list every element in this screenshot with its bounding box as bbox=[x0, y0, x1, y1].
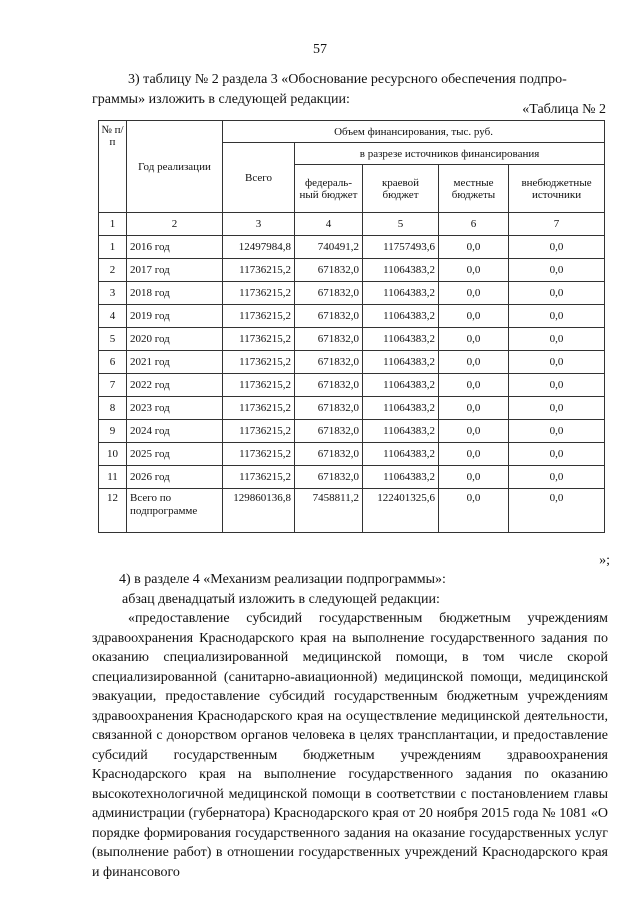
row-federal: 671832,0 bbox=[295, 282, 363, 305]
intro-line-2: граммы» изложить в следующей редакции: bbox=[92, 92, 350, 107]
row-local: 0,0 bbox=[439, 259, 509, 282]
section-4-paragraph: «предоставление субсидий государственным бюджетным учреждениям здравоохранения Краснодарского края на выполнение государственного задания по оказанию специализированной медицинской помощи, в том числе скорой специализированной (санитарно-авиационной) медицинской помощи, медицинской эвакуации, предоставление субсидий государственным бюджетным учреждениям здравоохранения Краснодарского края на осуществление медицинской деятельности, связанной с донорством органов человека в целях трансплантации, и предоставление субсидий государственным бюджетным учреждениям здравоохранения Краснодарского края на выполнение государственного задания по оказанию высокотехнологичной медицинской помощи в соответствии с постановлением главы администрации (губернатора) Краснодарского края от 20 ноября 2015 года № 1081 «О порядке формирования государственного задания на оказание государственных услуг (выполнение работ) в отношении государственных учреждений Краснодарского края и финансового bbox=[92, 611, 608, 880]
row-federal: 671832,0 bbox=[295, 305, 363, 328]
row-federal: 671832,0 bbox=[295, 420, 363, 443]
row-total: 11736215,2 bbox=[223, 328, 295, 351]
header-federal: федераль-ный бюджет bbox=[295, 165, 363, 213]
header-volume: Объем финансирования, тыс. руб. bbox=[223, 121, 605, 143]
col-number: 3 bbox=[223, 213, 295, 236]
row-total: 11736215,2 bbox=[223, 466, 295, 489]
row-year: 2026 год bbox=[127, 466, 223, 489]
row-extra: 0,0 bbox=[509, 236, 605, 259]
row-extra: 0,0 bbox=[509, 443, 605, 466]
row-extra: 0,0 bbox=[509, 374, 605, 397]
table-tag: «Таблица № 2 bbox=[522, 102, 606, 117]
row-year: Всего по подпрограмме bbox=[127, 489, 223, 533]
row-local: 0,0 bbox=[439, 236, 509, 259]
row-local: 0,0 bbox=[439, 443, 509, 466]
header-total: Всего bbox=[223, 143, 295, 213]
row-regional: 11064383,2 bbox=[363, 328, 439, 351]
row-year: 2025 год bbox=[127, 443, 223, 466]
header-num: № п/п bbox=[99, 121, 127, 213]
row-extra: 0,0 bbox=[509, 420, 605, 443]
row-number: 1 bbox=[99, 236, 127, 259]
row-regional: 11064383,2 bbox=[363, 351, 439, 374]
row-extra: 0,0 bbox=[509, 466, 605, 489]
row-number: 4 bbox=[99, 305, 127, 328]
table-row bbox=[99, 328, 605, 351]
table-row bbox=[99, 351, 605, 374]
row-year: 2017 год bbox=[127, 259, 223, 282]
row-local: 0,0 bbox=[439, 351, 509, 374]
col-number: 1 bbox=[99, 213, 127, 236]
row-federal: 671832,0 bbox=[295, 351, 363, 374]
row-year: 2020 год bbox=[127, 328, 223, 351]
table-row bbox=[99, 443, 605, 466]
table-row bbox=[99, 259, 605, 282]
header-local: местные бюджеты bbox=[439, 165, 509, 213]
col-number: 4 bbox=[295, 213, 363, 236]
row-extra: 0,0 bbox=[509, 489, 605, 533]
row-regional: 11064383,2 bbox=[363, 397, 439, 420]
row-local: 0,0 bbox=[439, 420, 509, 443]
table-row bbox=[99, 466, 605, 489]
header-year: Год реализации bbox=[127, 121, 223, 213]
row-federal: 671832,0 bbox=[295, 466, 363, 489]
row-total: 11736215,2 bbox=[223, 305, 295, 328]
row-total: 129860136,8 bbox=[223, 489, 295, 533]
row-extra: 0,0 bbox=[509, 305, 605, 328]
row-regional: 11064383,2 bbox=[363, 305, 439, 328]
page-number: 57 bbox=[313, 42, 327, 57]
row-year: 2022 год bbox=[127, 374, 223, 397]
row-number: 10 bbox=[99, 443, 127, 466]
row-regional: 11064383,2 bbox=[363, 420, 439, 443]
row-total: 12497984,8 bbox=[223, 236, 295, 259]
financing-table bbox=[98, 120, 605, 533]
row-regional: 11757493,6 bbox=[363, 236, 439, 259]
row-regional: 11064383,2 bbox=[363, 259, 439, 282]
section-4-line-1: 4) в разделе 4 «Механизм реализации подпрограммы»: bbox=[119, 572, 446, 587]
section-4 bbox=[92, 570, 608, 882]
column-number-row bbox=[99, 213, 605, 236]
row-local: 0,0 bbox=[439, 466, 509, 489]
row-year: 2018 год bbox=[127, 282, 223, 305]
row-regional: 11064383,2 bbox=[363, 374, 439, 397]
col-number: 6 bbox=[439, 213, 509, 236]
table-row bbox=[99, 420, 605, 443]
row-local: 0,0 bbox=[439, 305, 509, 328]
table-row bbox=[99, 489, 605, 533]
row-year: 2019 год bbox=[127, 305, 223, 328]
row-number: 11 bbox=[99, 466, 127, 489]
row-number: 12 bbox=[99, 489, 127, 533]
row-total: 11736215,2 bbox=[223, 374, 295, 397]
row-number: 3 bbox=[99, 282, 127, 305]
table-row bbox=[99, 305, 605, 328]
row-federal: 7458811,2 bbox=[295, 489, 363, 533]
row-number: 6 bbox=[99, 351, 127, 374]
end-mark: »; bbox=[599, 553, 610, 568]
row-number: 8 bbox=[99, 397, 127, 420]
row-number: 9 bbox=[99, 420, 127, 443]
row-extra: 0,0 bbox=[509, 282, 605, 305]
intro-line-1: 3) таблицу № 2 раздела 3 «Обоснование ресурсного обеспечения подпро- bbox=[128, 72, 567, 87]
row-extra: 0,0 bbox=[509, 397, 605, 420]
row-regional: 11064383,2 bbox=[363, 466, 439, 489]
row-total: 11736215,2 bbox=[223, 282, 295, 305]
row-total: 11736215,2 bbox=[223, 351, 295, 374]
row-number: 2 bbox=[99, 259, 127, 282]
table-row bbox=[99, 397, 605, 420]
row-total: 11736215,2 bbox=[223, 397, 295, 420]
row-local: 0,0 bbox=[439, 282, 509, 305]
col-number: 5 bbox=[363, 213, 439, 236]
row-total: 11736215,2 bbox=[223, 420, 295, 443]
row-federal: 671832,0 bbox=[295, 259, 363, 282]
row-number: 5 bbox=[99, 328, 127, 351]
row-federal: 671832,0 bbox=[295, 328, 363, 351]
table-row bbox=[99, 282, 605, 305]
row-local: 0,0 bbox=[439, 328, 509, 351]
row-extra: 0,0 bbox=[509, 259, 605, 282]
header-extra: внебюджетные источники bbox=[509, 165, 605, 213]
row-total: 11736215,2 bbox=[223, 443, 295, 466]
row-extra: 0,0 bbox=[509, 328, 605, 351]
row-local: 0,0 bbox=[439, 374, 509, 397]
row-total: 11736215,2 bbox=[223, 259, 295, 282]
row-regional: 11064383,2 bbox=[363, 443, 439, 466]
row-regional: 11064383,2 bbox=[363, 282, 439, 305]
row-federal: 740491,2 bbox=[295, 236, 363, 259]
row-extra: 0,0 bbox=[509, 351, 605, 374]
row-number: 7 bbox=[99, 374, 127, 397]
row-year: 2023 год bbox=[127, 397, 223, 420]
row-regional: 122401325,6 bbox=[363, 489, 439, 533]
header-by-source: в разрезе источников финансирования bbox=[295, 143, 605, 165]
row-year: 2016 год bbox=[127, 236, 223, 259]
section-4-line-2: абзац двенадцатый изложить в следующей редакции: bbox=[122, 591, 440, 607]
header-regional: краевой бюджет bbox=[363, 165, 439, 213]
row-year: 2021 год bbox=[127, 351, 223, 374]
row-federal: 671832,0 bbox=[295, 443, 363, 466]
row-federal: 671832,0 bbox=[295, 374, 363, 397]
row-local: 0,0 bbox=[439, 489, 509, 533]
col-number: 2 bbox=[127, 213, 223, 236]
row-year: 2024 год bbox=[127, 420, 223, 443]
col-number: 7 bbox=[509, 213, 605, 236]
row-federal: 671832,0 bbox=[295, 397, 363, 420]
row-local: 0,0 bbox=[439, 397, 509, 420]
table-row bbox=[99, 374, 605, 397]
table-row bbox=[99, 236, 605, 259]
